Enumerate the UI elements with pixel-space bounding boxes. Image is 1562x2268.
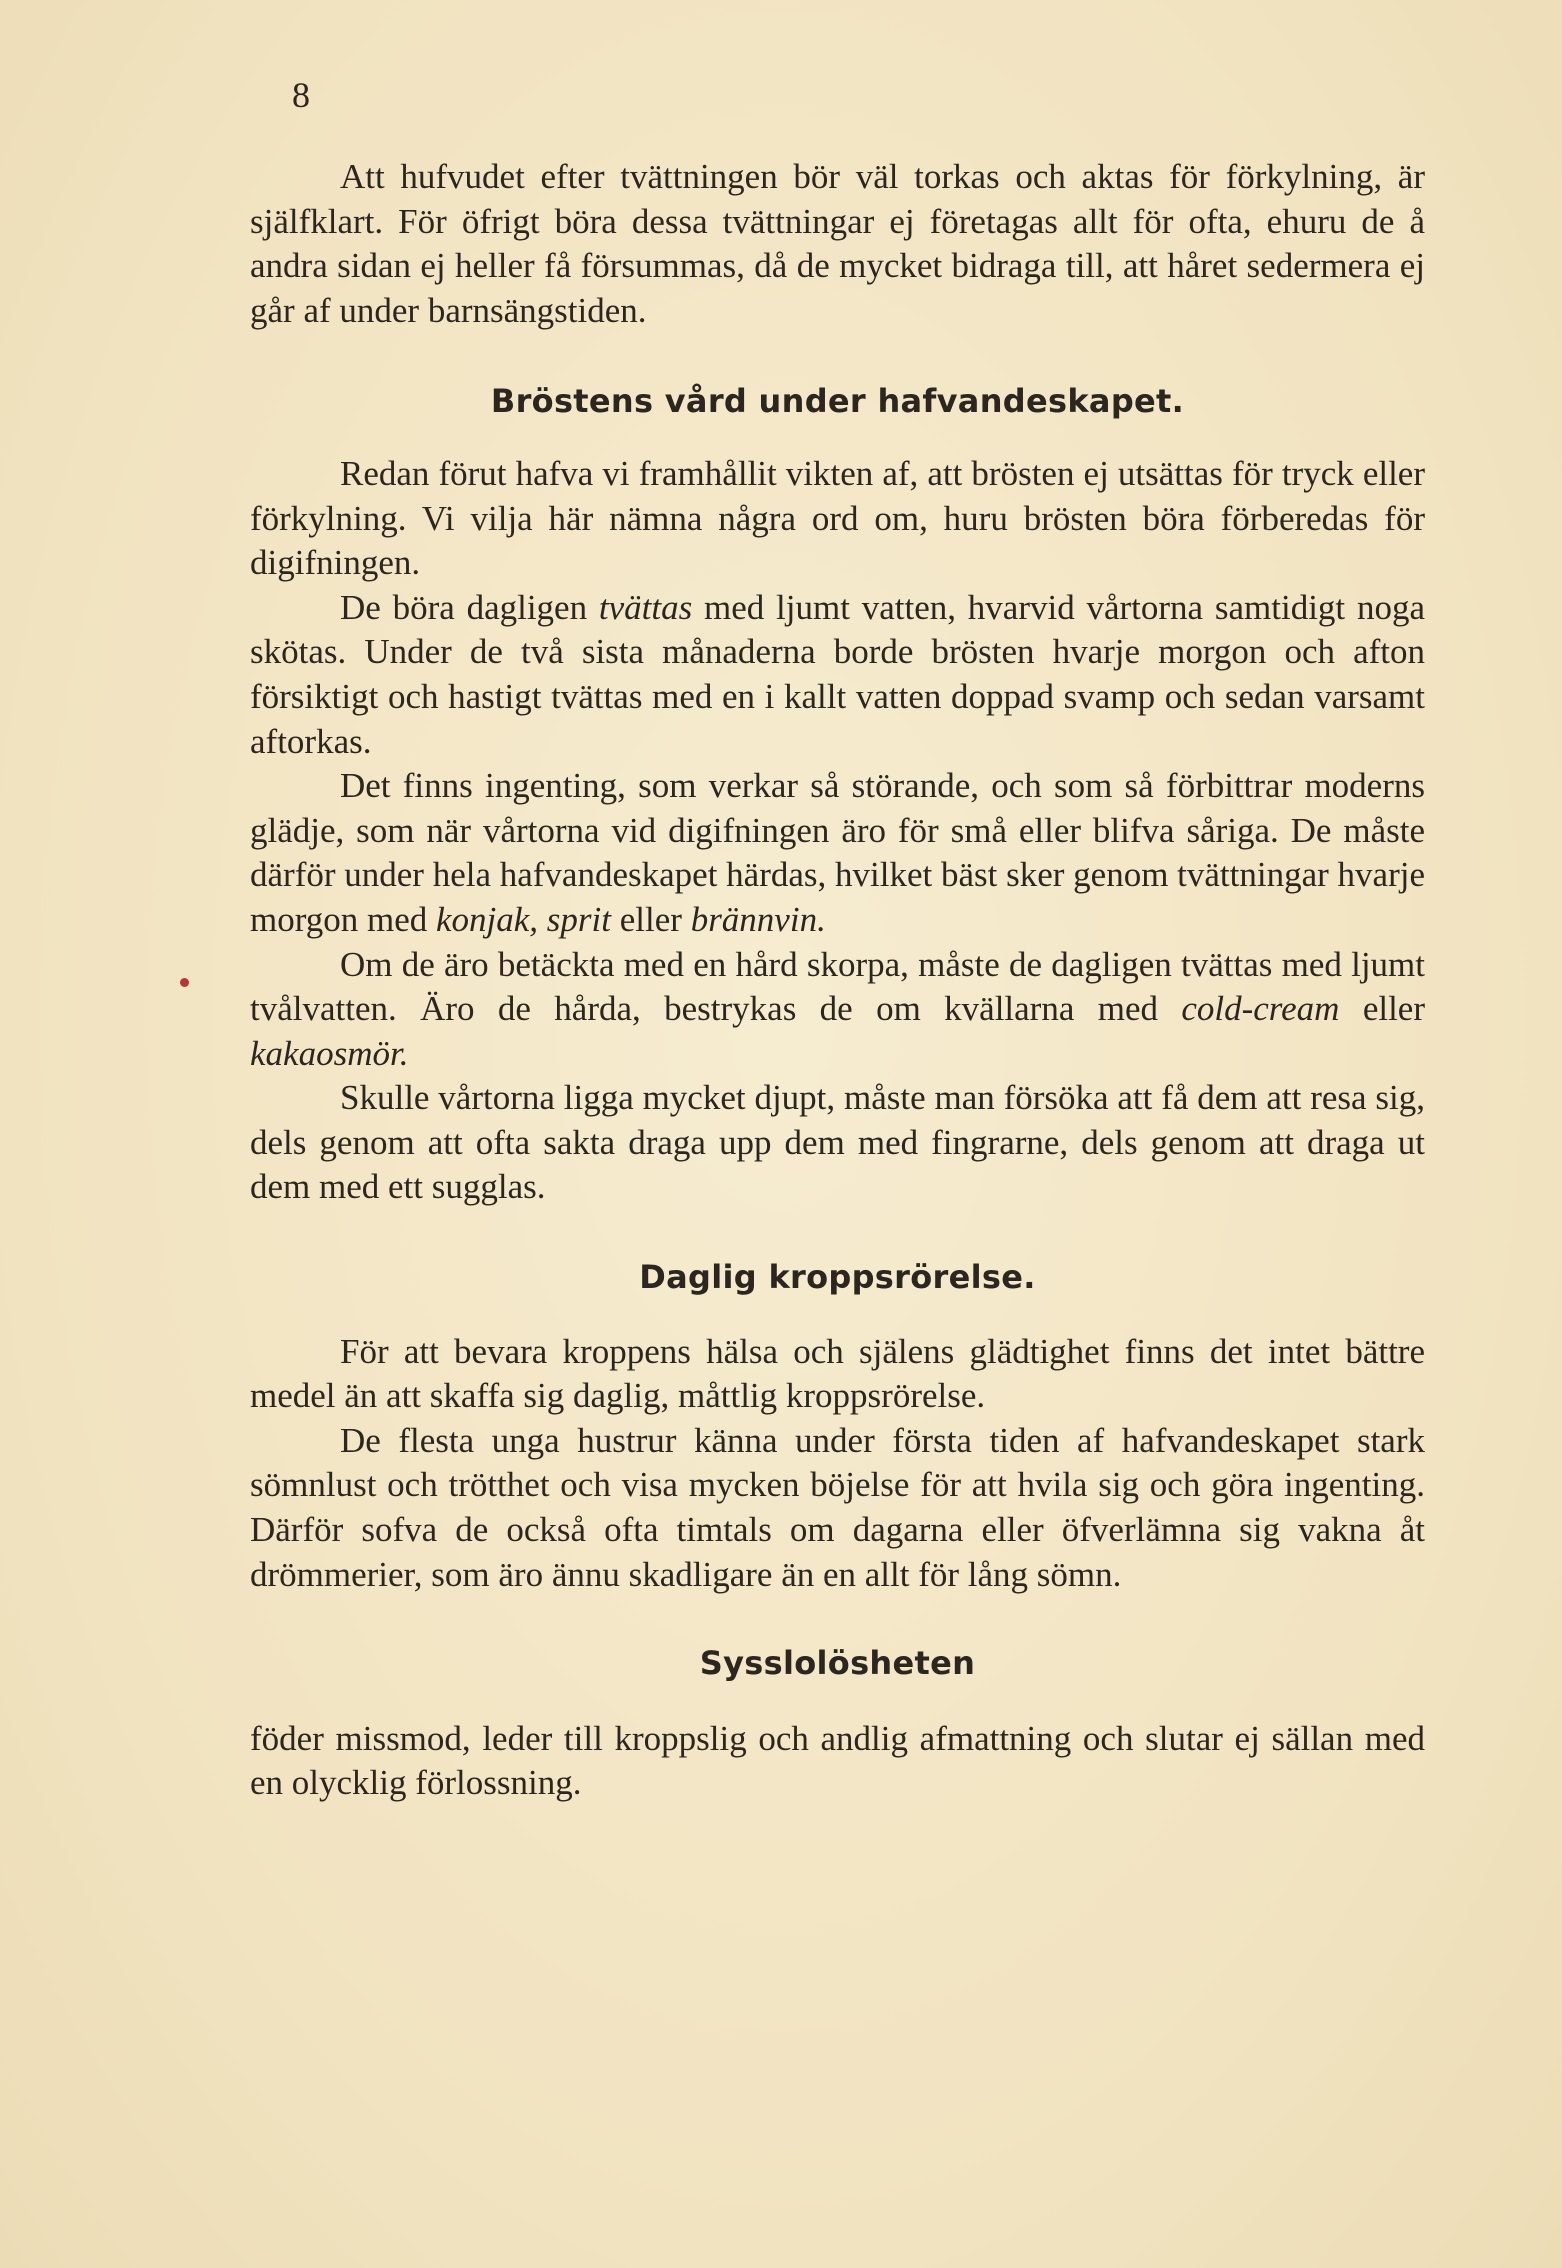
text-run: föder missmod, leder till kroppslig och andlig afmattning och slutar ej sällan med en olycklig förlossning.	[250, 1718, 1425, 1803]
section-heading: Sysslolösheten	[699, 1644, 976, 1683]
paragraph	[250, 586, 1425, 764]
text-run: De flesta unga hustrur känna under första tiden af hafvandeskapet stark sömnlust och trötthet och visa mycken böjelse för att hvila sig och göra ingenting. Därför sofva de också ofta timtals om dagarna eller öfverlämna sig vakna åt drömmerier, som äro ännu skadligare än en allt för lång sömn.	[250, 1420, 1425, 1594]
text-run: Skulle vårtorna ligga mycket djupt, måste man försöka att få dem att resa sig, dels genom att ofta sakta draga upp dem med fingrarne, dels genom att draga ut dem med ett sugglas.	[250, 1078, 1425, 1207]
paragraph	[250, 1717, 1425, 1806]
text-run: Att hufvudet efter tvättningen bör väl torkas och aktas för förkylning, är själfklart. För öfrigt böra dessa tvättningar ej företagas allt för ofta, ehuru de å andra sidan ej heller få försummas, då de mycket bidraga till, att håret sedermera ej går af under barnsängstiden.	[250, 157, 1425, 330]
text-run: Om de äro betäckta med en hård skorpa, måste de dagligen tvättas med ljumt tvålvatten. Äro de hårda, bestrykas de om kvällarna med	[250, 944, 1425, 1029]
paragraph	[250, 1076, 1425, 1210]
paragraph	[250, 1330, 1425, 1419]
paragraph	[250, 155, 1425, 333]
paragraph	[250, 943, 1425, 1077]
italic-term: konjak, sprit	[436, 899, 611, 939]
section-heading: Bröstens vård under hafvandeskapet.	[490, 382, 1185, 421]
text-run: eller	[1339, 989, 1425, 1029]
italic-term: tvättas	[598, 587, 693, 627]
text-run: eller	[611, 899, 691, 939]
italic-term: cold-cream	[1181, 989, 1340, 1029]
text-run: Redan förut hafva vi framhållit vikten af, att brösten ej utsättas för tryck eller förkylning. Vi vilja här nämna några ord om, huru brösten böra förberedas för digifningen.	[250, 453, 1425, 583]
margin-dot-mark	[180, 978, 189, 987]
text-run: För att bevara kroppens hälsa och själens glädtighet finns det intet bättre medel än att skaffa sig daglig, måttlig kroppsrörelse.	[250, 1331, 1425, 1416]
page-number: 8	[292, 75, 310, 115]
paragraph	[250, 764, 1425, 942]
text-column	[250, 155, 1425, 1806]
paragraph	[250, 452, 1425, 586]
italic-term: kakaosmör.	[250, 1033, 409, 1073]
text-run: De böra dagligen	[340, 587, 599, 627]
italic-term: brännvin.	[690, 899, 826, 939]
section-heading: Daglig kroppsrörelse.	[639, 1258, 1036, 1297]
paragraph	[250, 1419, 1425, 1597]
text-run: med ljumt vatten, hvarvid vårtorna samtidigt noga skötas. Under de två sista månaderna borde brösten hvarje morgon och afton försiktigt och hastigt tvättas med en i kallt vatten doppad svamp och sedan varsamt aftorkas.	[250, 587, 1425, 761]
text-run: Det finns ingenting, som verkar så störande, och som så förbittrar moderns glädje, som när vårtorna vid digifningen äro för små eller blifva såriga. De måste därför under hela hafvandeskapet härdas, hvilket bäst sker genom tvättningar hvarje morgon med	[250, 766, 1425, 939]
